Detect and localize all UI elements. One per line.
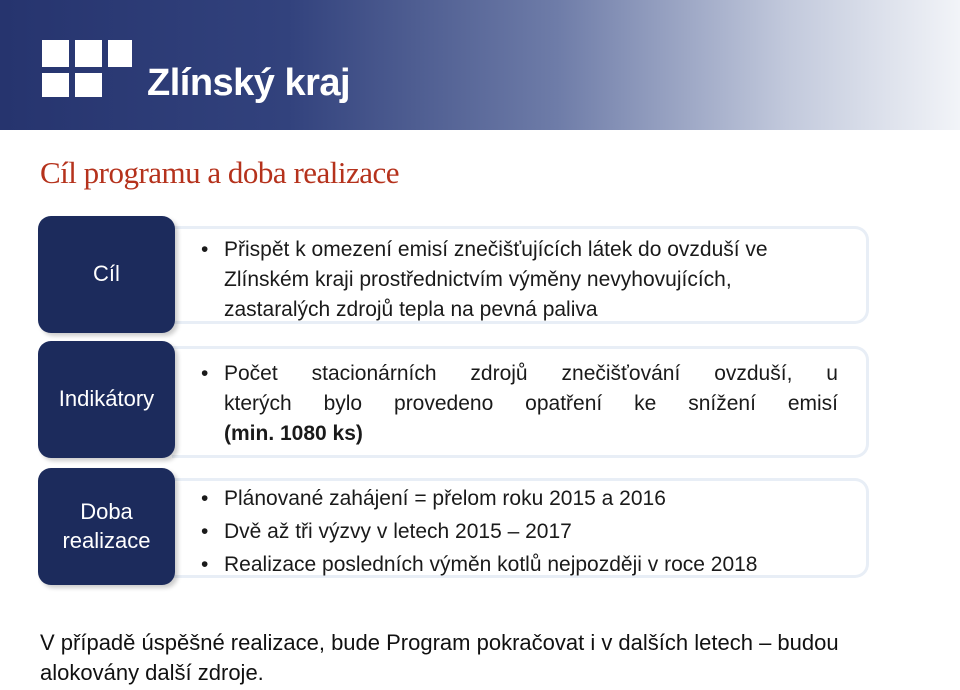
row-label-text: Cíl xyxy=(93,261,120,287)
timeline-box xyxy=(172,478,869,578)
row-label-indicators xyxy=(38,341,175,458)
row-label-timeline xyxy=(38,468,175,585)
indicator-line-1: • Počet stacionárních zdrojů znečišťování ovzduší, u xyxy=(224,362,838,385)
list-item: • Plánované zahájení = přelom roku 2015 a 2016 xyxy=(224,484,866,514)
page-title: Cíl programu a doba realizace xyxy=(40,155,400,190)
indicator-line-2: kterých bylo provedeno opatření ke snížení emisí xyxy=(224,392,838,415)
footer-text: V případě úspěšné realizace, bude Program pokračovat i v dalších letech – budou alokovány další zdroje. xyxy=(40,630,839,685)
indicator-line-3: (min. 1080 ks) xyxy=(224,422,363,445)
row-label-goal xyxy=(38,216,175,333)
list-item: • Dvě až tři výzvy v letech 2015 – 2017 xyxy=(224,517,866,547)
row-label-text: Doba xyxy=(80,498,133,524)
logo-icon xyxy=(42,40,132,110)
row-label-text: Indikátory xyxy=(58,386,155,412)
list-item xyxy=(224,359,866,449)
list-item: • Přispět k omezení emisí znečišťujících látek do ovzduší ve Zlínském kraji prostřednictvím výměny nevyhovujících, zastaralých zdrojů tepla na pevná paliva xyxy=(224,235,866,325)
header-banner xyxy=(0,0,960,130)
row-label-text: realizace xyxy=(62,527,151,553)
list-item: • Realizace posledních výměn kotlů nejpozději v roce 2018 xyxy=(224,550,866,580)
indicators-box xyxy=(172,346,869,458)
logo-text: Zlínský kraj xyxy=(147,62,351,104)
goal-box xyxy=(172,226,869,324)
goal-list xyxy=(172,235,866,325)
indicators-list xyxy=(172,359,866,449)
timeline-list xyxy=(172,484,866,580)
